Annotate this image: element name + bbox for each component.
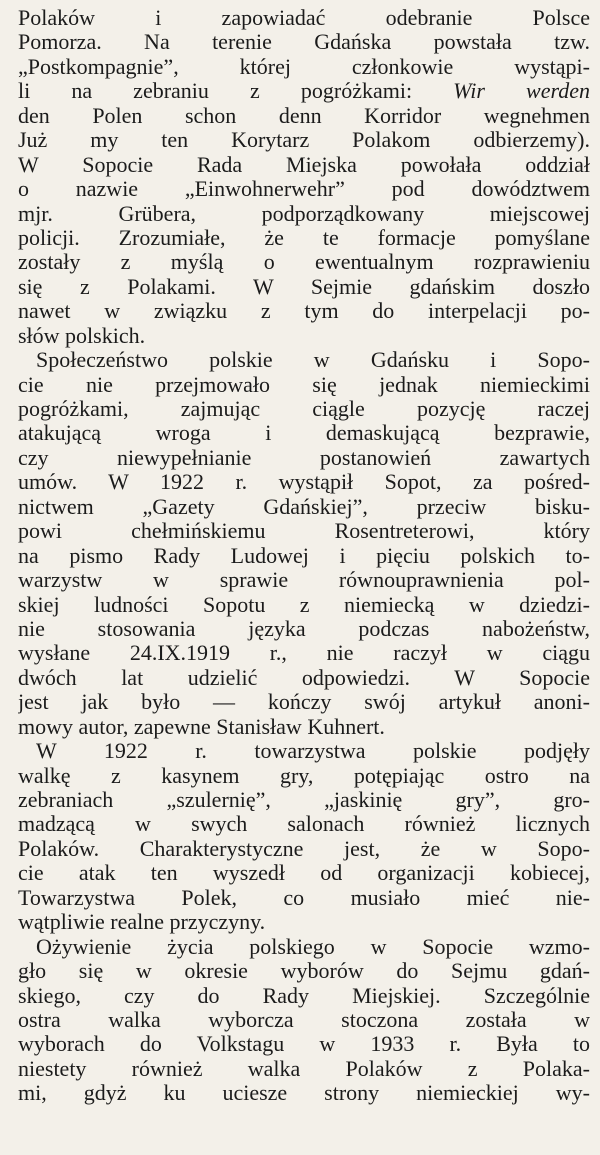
- text-line: nie stosowania języka podczas nabożeństw,: [18, 616, 590, 641]
- text-line: nictwem „Gazety Gdańskiej”, przeciw bisku-: [18, 494, 590, 519]
- text-line: wysłane 24.IX.1919 r., nie raczył w ciągu: [18, 641, 590, 666]
- text-line: Już my ten Korytarz Polakom odbierzemy).: [18, 128, 590, 153]
- text-line: umów. W 1922 r. wystąpił Sopot, za pośred-: [18, 470, 590, 495]
- text-line: den Polen schon denn Korridor wegnehmen: [18, 103, 590, 128]
- text-line: Polaków. Charakterystyczne jest, że w Sopo-: [18, 836, 590, 861]
- text-line: li na zebraniu z pogróżkami: Wir werden: [18, 79, 590, 104]
- text-line: niestety również walka Polaków z Polaka-: [18, 1056, 590, 1081]
- text-line: gło się w okresie wyborów do Sejmu gdań-: [18, 959, 590, 984]
- text-line: powi chełmińskiemu Rosentreterowi, który: [18, 519, 590, 544]
- text-line: wyborach do Volkstagu w 1933 r. Była to: [18, 1032, 590, 1057]
- text-line: czy niewypełnianie postanowień zawartych: [18, 445, 590, 470]
- text-line: o nazwie „Einwohnerwehr” pod dowództwem: [18, 177, 590, 202]
- paragraph-start-line: Społeczeństwo polskie w Gdańsku i Sopo-: [36, 348, 590, 373]
- text-line: walkę z kasynem gry, potępiając ostro na: [18, 763, 590, 788]
- text-line: cie nie przejmowało się jednak niemieckimi: [18, 372, 590, 397]
- text-column: [18, 6, 590, 1106]
- text-line: nawet w związku z tym do interpelacji po-: [18, 299, 590, 324]
- italic-phrase: Wir werden: [453, 79, 590, 104]
- text-line: mi, gdyż ku uciesze strony niemieckiej wy-: [18, 1081, 590, 1106]
- text-line: się z Polakami. W Sejmie gdańskim doszło: [18, 274, 590, 299]
- paragraph-start-line: W 1922 r. towarzystwa polskie podjęły: [36, 739, 590, 764]
- text-line: dwóch lat udzielić odpowiedzi. W Sopocie: [18, 665, 590, 690]
- text-line: Pomorza. Na terenie Gdańska powstała tzw.: [18, 30, 590, 55]
- text-line: mowy autor, zapewne Stanisław Kuhnert.: [18, 714, 385, 739]
- text-line: W Sopocie Rada Miejska powołała oddział: [18, 152, 590, 177]
- text-line: „Postkompagnie”, której członkowie wystąpi-: [18, 54, 590, 79]
- text-line: zostały z myślą o ewentualnym rozprawieniu: [18, 250, 590, 275]
- text-line: madzącą w swych salonach również licznych: [18, 812, 590, 837]
- text-line: pogróżkami, zajmując ciągle pozycję raczej: [18, 397, 590, 421]
- text-line: policji. Zrozumiałe, że te formacje pomyślane: [18, 225, 590, 250]
- text-line: atakującą wroga i demaskującą bezprawie,: [18, 421, 590, 446]
- text-line: skiego, czy do Rady Miejskiej. Szczególnie: [18, 983, 590, 1008]
- text-line: na pismo Rady Ludowej i pięciu polskich to-: [18, 543, 590, 568]
- text-line: jest jak było — kończy swój artykuł anoni-: [18, 690, 590, 715]
- text-line: Polaków i zapowiadać odebranie Polsce: [18, 6, 590, 30]
- text-line: Towarzystwa Polek, co musiało mieć nie-: [18, 885, 590, 910]
- text-line: zebraniach „szulernię”, „jaskinię gry”, gro-: [18, 788, 590, 812]
- text-line: cie atak ten wyszedł od organizacji kobiecej,: [18, 861, 590, 886]
- text-line: warzystw w sprawie równouprawnienia pol-: [18, 568, 590, 593]
- text-line: słów polskich.: [18, 323, 146, 348]
- text-line: skiej ludności Sopotu z niemiecką w dziedzi-: [18, 592, 590, 617]
- text-line: ostra walka wyborcza stoczona została w: [18, 1007, 590, 1032]
- paragraph-start-line: Ożywienie życia polskiego w Sopocie wzmo-: [36, 934, 590, 959]
- text-line: wątpliwie realne przyczyny.: [18, 910, 266, 935]
- text-line: mjr. Grübera, podporządkowany miejscowej: [18, 201, 590, 226]
